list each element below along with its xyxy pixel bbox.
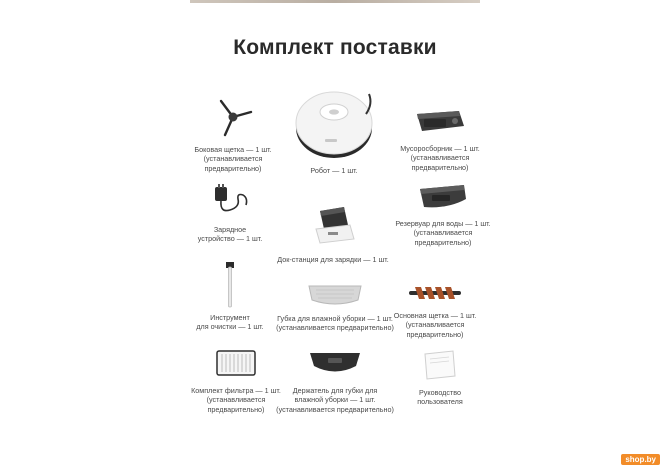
- mop-holder-icon: [308, 350, 362, 378]
- mop-holder-caption: Держатель для губки для влажной уборки — 1 шт. (устанавливается предварительно): [276, 386, 394, 414]
- mop-pad-icon: [306, 282, 364, 308]
- filter-icon: [216, 350, 256, 376]
- item-dock: [278, 203, 388, 264]
- cleaning-tool-icon: [222, 262, 238, 308]
- watermark-logo: shop.by: [621, 454, 660, 465]
- dustbin-caption: Мусоросборник — 1 шт. (устанавливается предварительно): [400, 144, 480, 172]
- item-robot: [284, 84, 384, 175]
- page-title: Комплект поставки: [233, 36, 437, 59]
- item-main-brush: [375, 285, 495, 339]
- mop-pad-caption: Губка для влажной уборки — 1 шт. (устанавливается предварительно): [276, 314, 394, 333]
- tool-caption: Инструмент для очистки — 1 шт.: [196, 313, 264, 332]
- water-tank-caption: Резервуар для воды — 1 шт. (устанавливается предварительно): [395, 219, 491, 247]
- dock-caption: Док-станция для зарядки — 1 шт.: [277, 255, 389, 264]
- water-tank-icon: [418, 183, 468, 211]
- manual-caption: Руководство пользователя: [417, 388, 463, 407]
- top-decor-strip: [190, 0, 480, 3]
- item-tool: [180, 262, 280, 332]
- item-water-tank: [383, 183, 503, 247]
- manual-icon: [422, 350, 458, 380]
- item-side-brush: [183, 95, 283, 173]
- item-mop-holder: [278, 350, 392, 414]
- robot-vacuum-icon: [291, 84, 377, 162]
- item-manual: [380, 350, 500, 407]
- charging-dock-icon: [308, 203, 358, 247]
- side-brush-icon: [211, 95, 255, 139]
- item-filter: [183, 350, 289, 414]
- main-brush-icon: [407, 285, 463, 301]
- main-brush-caption: Основная щетка — 1 шт. (устанавливается предварительно): [393, 311, 477, 339]
- robot-caption: Робот — 1 шт.: [310, 166, 358, 175]
- side-brush-caption: Боковая щетка — 1 шт. (устанавливается предварительно): [194, 145, 272, 173]
- filter-caption: Комплект фильтра — 1 шт. (устанавливается предварительно): [191, 386, 281, 414]
- charger-icon: [210, 183, 250, 217]
- item-dustbin: [380, 108, 500, 172]
- item-charger: [180, 183, 280, 244]
- dustbin-icon: [414, 108, 466, 134]
- charger-caption: Зарядное устройство — 1 шт.: [197, 225, 263, 244]
